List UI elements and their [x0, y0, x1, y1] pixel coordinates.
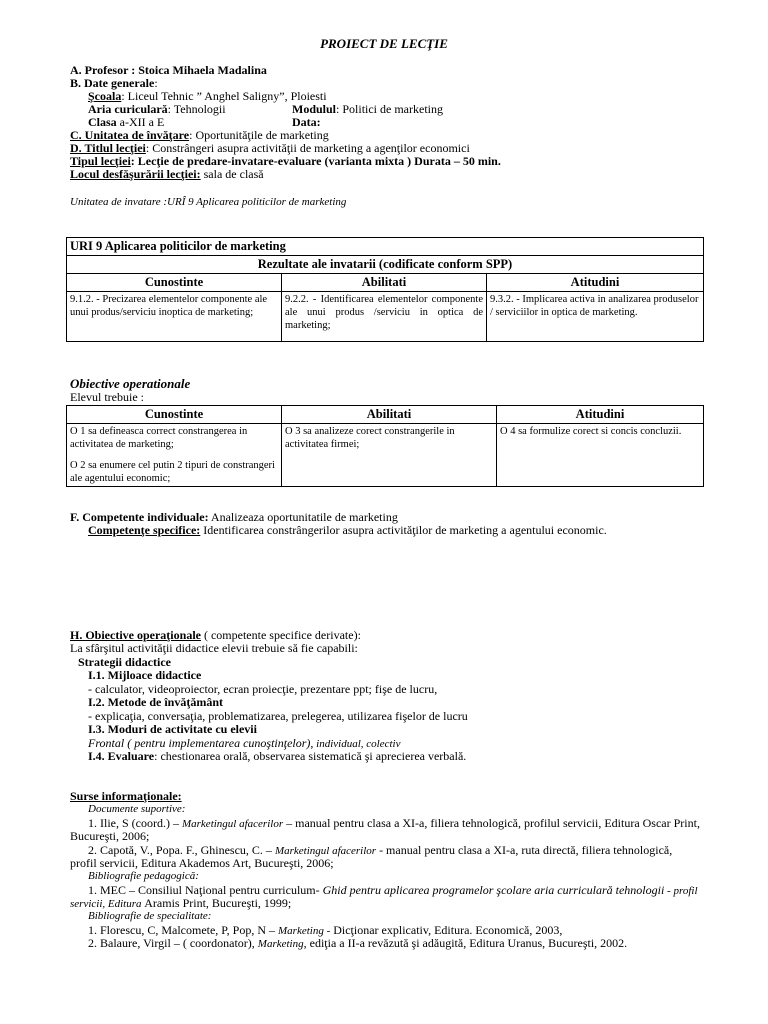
specialty-2-author: 2. Balaure, Virgil – ( coordonator),	[88, 936, 258, 950]
activity-modes-other: individual, colectiv	[313, 738, 401, 750]
methods-heading: I.2. Metode de învăţământ	[88, 695, 223, 709]
learning-results-table	[66, 237, 704, 342]
evaluation-label: I.4. Evaluare	[88, 749, 155, 763]
professor-label: A. Profesor :	[70, 63, 139, 77]
activity-modes-frontal: Frontal ( pentru implementarea cunoştinţelor),	[88, 736, 314, 750]
source-1-cont: Bucureşti, 2006;	[70, 829, 150, 843]
table1-header-knowledge: Cunostinte	[67, 274, 282, 292]
class-label: Clasa	[88, 115, 117, 129]
source-2-details: - manual pentru clasa a XI-a, ruta directă, filiera tehnologică,	[376, 843, 673, 857]
objective-o3: O 3 sa analizeze corect constrangerile in activitatea firmei;	[282, 424, 497, 487]
competence-individual-value: Analizeaza oportunitatile de marketing	[208, 510, 398, 524]
school-label: Şcoala	[88, 89, 122, 103]
source-1-line	[88, 817, 700, 831]
general-data-colon: :	[154, 76, 158, 90]
specialty-1-author: 1. Florescu, C, Malcomete, P, Pop, N –	[88, 923, 278, 937]
competence-specific-line	[88, 524, 607, 537]
pedagogic-1-publisher-label: servicii, Editura	[70, 898, 145, 910]
pedagogic-1-publisher: Aramis Print, Bucureşti, 1999;	[144, 896, 292, 910]
specialty-2-title: Marketing	[257, 938, 304, 950]
specialty-bib-label: Bibliografie de specialitate:	[88, 910, 212, 922]
source-1-details: – manual pentru clasa a XI-a, filiera tehnologică, profilul servicii, Editura Oscar Print,	[283, 816, 700, 830]
unit-value: : Oportunităţile de marketing	[189, 128, 329, 142]
table1-cell-skills: 9.2.2. - Identificarea elementelor componente ale unui produs /serviciu in optica de marketing;	[282, 292, 487, 342]
source-1-author: 1. Ilie, S (coord.) –	[88, 816, 182, 830]
competence-specific-value: Identificarea constrângerilor asupra activităţilor de marketing a agentului economic.	[200, 523, 607, 537]
objectives-heading: Obiective operationale	[70, 376, 191, 391]
methods-text: - explicaţia, conversaţia, problematizarea, prelegerea, utilizarea fişelor de lucru	[88, 709, 468, 723]
specialty-2-details: , ediţia a II-a revăzută şi adăugită, Editura Uranus, Bucureşti, 2002.	[303, 936, 628, 950]
unit-caption: Unitatea de invatare :URÎ 9 Aplicarea politicilor de marketing	[70, 196, 347, 208]
objective-o2: O 2 sa enumere cel putin 2 tipuri de constrangeri ale agentului economic;	[70, 460, 275, 484]
objective-o1: O 1 sa defineasca correct constrangerea in activitatea de marketing;	[70, 426, 248, 450]
pedagogic-1-profile: - profil	[664, 885, 698, 897]
pedagogic-bib-label: Bibliografie pedagogică:	[88, 870, 199, 882]
obj-header-skills: Abilitati	[282, 406, 497, 424]
unit-label: C. Unitatea de învăţare	[70, 128, 190, 142]
obj-header-knowledge: Cunostinte	[67, 406, 282, 424]
activity-modes-heading: I.3. Moduri de activitate cu elevii	[88, 722, 257, 736]
location-value: sala de clasă	[200, 167, 264, 181]
area-label: Aria curiculară	[88, 102, 168, 116]
lesson-type-label: Tipul lecţiei	[70, 154, 131, 168]
table1-subtitle: Rezultate ale invatarii (codificate conform SPP)	[67, 256, 704, 274]
specialty-2-line	[88, 937, 627, 951]
page-title: PROIECT DE LECŢIE	[320, 36, 448, 51]
source-2-cont: profil servicii, Editura Akademos Art, Bucureşti, 2006;	[70, 856, 334, 870]
obj-cell-knowledge	[67, 424, 282, 487]
date-label: Data:	[292, 115, 321, 129]
objectives-sub: Elevul trebuie :	[70, 390, 144, 404]
table1-header-skills: Abilitati	[282, 274, 487, 292]
strategies-heading: Strategii didactice	[78, 655, 171, 669]
means-heading: I.1. Mijloace didactice	[88, 668, 202, 682]
school-value: : Liceul Tehnic ” Anghel Saligny”, Ploiesti	[121, 89, 327, 103]
professor-name: Stoica Mihaela Madalina	[138, 63, 267, 77]
section-h-intro: La sfârşitul activităţii didactice elevii trebuie să fie capabili:	[70, 641, 358, 655]
obj-header-attitudes: Atitudini	[497, 406, 704, 424]
lesson-title-label: D. Titlul lecţiei	[70, 141, 146, 155]
pedagogic-1-cont	[70, 897, 291, 911]
section-h-label: H. Obiective operaţionale	[70, 628, 201, 642]
table1-header-attitudes: Atitudini	[487, 274, 704, 292]
area-value: : Tehnologii	[167, 102, 226, 116]
section-h-value: ( competente specifice derivate):	[200, 628, 361, 642]
module-label: Modulul	[292, 102, 337, 116]
location-line	[70, 168, 264, 181]
evaluation-value: : chestionarea orală, observarea sistematică şi aprecierea verbală.	[154, 749, 467, 763]
objective-o4: O 4 sa formulize corect si concis concluzii.	[497, 424, 704, 487]
general-data-label: B. Date generale	[70, 76, 155, 90]
table1-cell-attitudes: 9.3.2. - Implicarea activa in analizarea produselor / serviciilor in optica de marketing.	[487, 292, 704, 342]
lesson-type-value: : Lecţie de predare-invatare-evaluare (varianta mixta ) Durata – 50 min.	[130, 154, 501, 168]
objectives-table	[66, 405, 704, 487]
pedagogic-1-title: Ghid pentru aplicarea programelor şcolare aria curriculară tehnologii	[322, 883, 665, 897]
support-docs-label: Documente suportive:	[88, 803, 186, 815]
source-2-title: Marketingul afacerilor	[274, 845, 377, 857]
specialty-1-title: Marketing -	[278, 925, 331, 937]
module-value: : Politici de marketing	[336, 102, 443, 116]
location-label: Locul desfăşurării lecţiei:	[70, 167, 201, 181]
table1-title: URI 9 Aplicarea politicilor de marketing	[67, 238, 704, 256]
table1-cell-knowledge: 9.1.2. - Precizarea elementelor componente ale unui produs/serviciu inoptica de marketing;	[67, 292, 282, 342]
sources-heading	[70, 790, 182, 803]
means-text: - calculator, videoproiector, ecran proiecţie, prezentare ppt; fişe de lucru,	[88, 682, 438, 696]
competence-specific-label: Competenţe specifice:	[88, 523, 201, 537]
competence-individual-label: F. Competente individuale:	[70, 510, 209, 524]
specialty-1-details: Dicţionar explicativ, Editura. Economică, 2003,	[330, 923, 563, 937]
class-value: a-XII a E	[116, 115, 165, 129]
source-1-title: Marketingul afacerilor	[181, 818, 284, 830]
pedagogic-1-author: 1. MEC – Consiliul Naţional pentru curriculum-	[88, 883, 323, 897]
evaluation-line	[88, 750, 466, 763]
source-2-author: 2. Capotă, V., Popa. F., Ghinescu, C. –	[88, 843, 275, 857]
lesson-title-value: : Constrângeri asupra activităţii de marketing a agenţilor economici	[145, 141, 470, 155]
sources-heading-text: Surse informaţionale:	[70, 789, 182, 803]
